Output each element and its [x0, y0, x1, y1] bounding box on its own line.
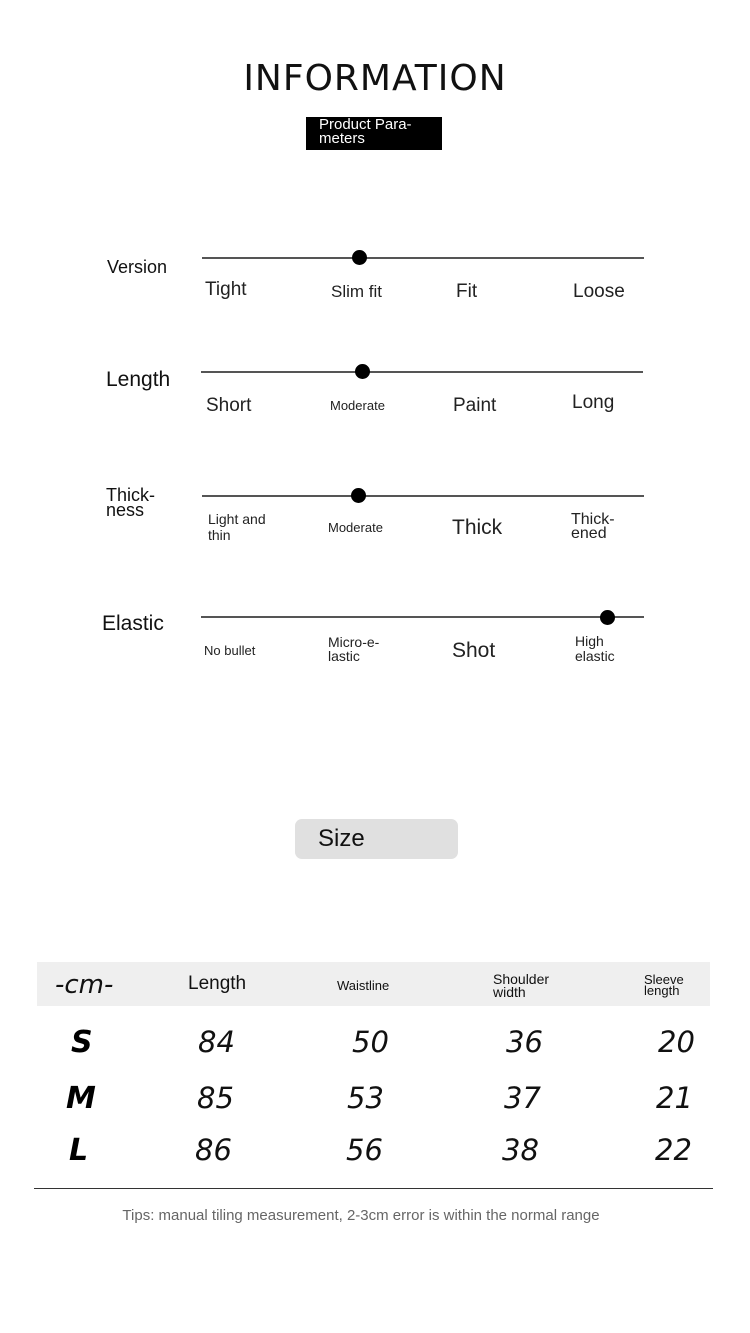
parameter-option: Tight [205, 279, 247, 300]
parameter-option: High elastic [575, 633, 615, 664]
unit-label: -cm- [55, 970, 114, 1000]
table-cell: 50 [352, 1025, 389, 1059]
table-cell: 36 [506, 1025, 543, 1059]
table-cell: 38 [502, 1133, 539, 1167]
parameter-label: Version [107, 257, 168, 277]
column-header: Sleeve length [644, 972, 684, 998]
parameter-option: Short [206, 395, 252, 416]
parameter-indicator-dot [351, 488, 366, 503]
table-cell: 37 [504, 1081, 541, 1115]
parameter-scale-line [202, 257, 644, 259]
table-cell: 20 [658, 1025, 695, 1059]
parameter-option: Moderate [328, 520, 383, 535]
table-cell: 56 [346, 1133, 383, 1167]
parameter-label: Thick-ness [106, 485, 155, 520]
size-label: L [69, 1133, 89, 1168]
column-header: Shoulder width [493, 971, 550, 1000]
table-cell: 21 [656, 1081, 693, 1115]
table-cell: 84 [198, 1025, 235, 1059]
parameter-option: Loose [573, 281, 625, 302]
column-header: Waistline [337, 978, 390, 993]
page-title: INFORMATION [243, 58, 507, 99]
parameter-option: No bullet [204, 643, 256, 658]
table-cell: 85 [197, 1081, 234, 1115]
parameter-option: Shot [452, 639, 496, 662]
parameter-option: Slim fit [331, 282, 382, 301]
parameter-label: Length [106, 368, 171, 391]
parameter-label: Elastic [102, 612, 164, 635]
size-label: M [66, 1081, 96, 1116]
parameter-scale-line [201, 371, 643, 373]
parameter-option: Thick [452, 516, 503, 539]
section-subtitle: Product Para-meters [306, 117, 442, 150]
parameter-indicator-dot [352, 250, 367, 265]
table-divider [34, 1188, 713, 1189]
measurement-tips: Tips: manual tiling measurement, 2-3cm error is within the normal range [122, 1207, 600, 1224]
parameter-option: Moderate [330, 398, 385, 413]
parameter-option: Micro-e-lastic [328, 634, 380, 664]
parameter-indicator-dot [355, 364, 370, 379]
parameter-option: Fit [456, 281, 478, 302]
table-cell: 53 [347, 1081, 384, 1115]
parameter-option: Paint [453, 395, 497, 416]
parameter-option: Long [572, 392, 615, 413]
parameter-scale-line [202, 495, 644, 497]
size-section-label: Size [295, 819, 458, 859]
column-header: Length [188, 973, 247, 994]
parameter-option: Light and thin [208, 511, 266, 543]
size-label: S [71, 1025, 93, 1060]
parameter-scale-line [201, 616, 644, 618]
parameter-option: Thick-ened [571, 511, 615, 542]
table-cell: 22 [655, 1133, 692, 1167]
table-cell: 86 [195, 1133, 232, 1167]
parameter-indicator-dot [600, 610, 615, 625]
